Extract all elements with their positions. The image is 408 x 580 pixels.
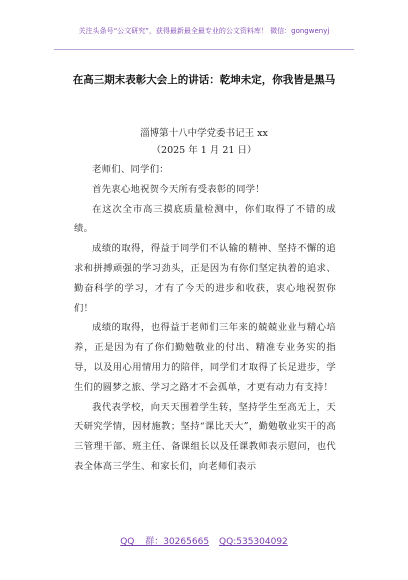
header-divider — [54, 49, 354, 50]
greeting: 老师们、同学们： — [92, 164, 169, 175]
document-title: 在高三期末表彰大会上的讲话：乾坤未定，你我皆是黑马 — [72, 74, 336, 86]
speech-body — [74, 160, 336, 477]
header-banner: 关注头条号“公文研究”，获得最新最全最专业的公文资料库！ 微信：gongwenyj — [78, 27, 330, 35]
body-paragraph: 首先衷心地祝贺今天所有受表彰的同学！ — [92, 183, 265, 195]
qq-number: QQ:535304092 — [219, 537, 288, 547]
speaker-line: 淄博第十八中学党委书记王 xx — [140, 128, 268, 139]
body-paragraph: 在这次全市高三摸底质量检测中，你们取得了不错的成绩。 — [74, 203, 336, 235]
speech-date: （2025 年 1 月 21 日） — [151, 145, 257, 156]
body-paragraph: 我代表学校，向天天围着学生转，坚持学生至高无上，天天研究学情，因材施教；坚持“课比天大”，勤勉敬业实干的高三管理干部、班主任、备课组长以及任课教师表示慰问，也代表全体高三学生、和家长们，向老师们表示 — [74, 401, 336, 472]
body-paragraph: 成绩的取得，得益于同学们不认输的精神、坚持不懈的追求和拼搏顽强的学习劲头，正是因为有你们坚定执着的追求、勤奋科学的学习，才有了今天的进步和收获，衷心地祝贺你们！ — [74, 243, 336, 314]
footer-contact — [0, 534, 408, 547]
body-paragraph: 成绩的取得，也得益于老师们三年来的兢兢业业与精心培养，正是因为有了你们勤勉敬业的付出、精准专业务实的指导，以及用心用情用力的陪伴，同学们才取得了长足进步，学生们的圆梦之旅、学习之路才不会孤单，才更有动力有支持！ — [74, 322, 336, 393]
qq-group-number: QQ 群：30265665 — [120, 537, 210, 547]
